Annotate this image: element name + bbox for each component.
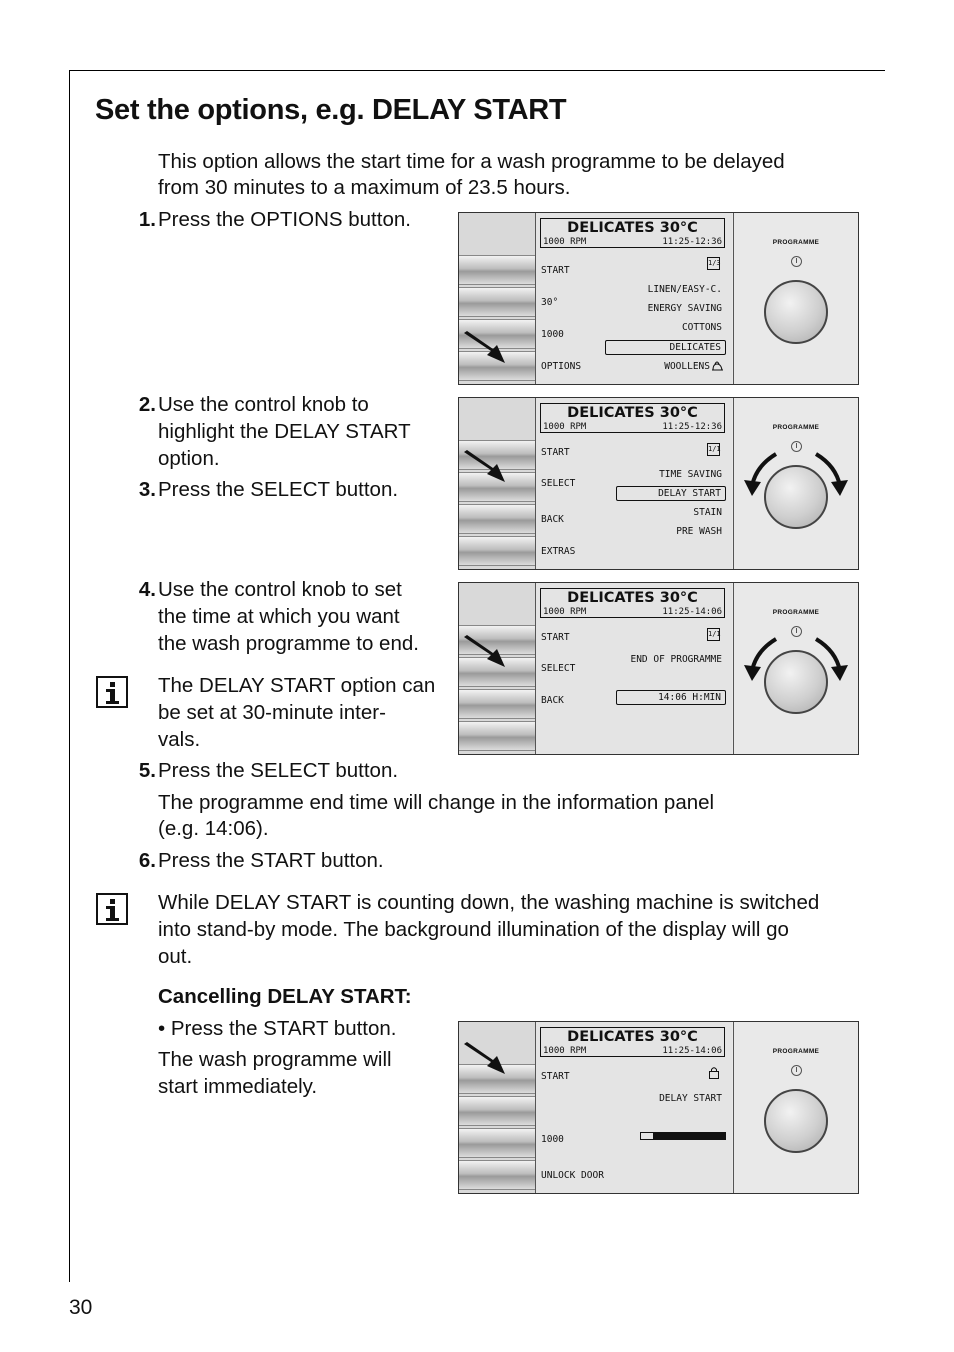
status-text: DELAY START [659, 1093, 722, 1104]
lcd-header [540, 403, 725, 433]
step-number: 4. [138, 578, 156, 601]
step-number: 2. [138, 393, 156, 416]
left-rule [69, 70, 70, 1282]
lcd-left-label: BACK [541, 695, 564, 706]
programme-label: PROGRAMME [772, 609, 820, 616]
menu-item: END OF PROGRAMME [630, 654, 722, 665]
step-number: 1. [138, 208, 156, 231]
intro-line-1: This option allows the start time for a wash programme to be delayed [158, 150, 785, 173]
lcd-left-label: START [541, 1071, 570, 1082]
wool-icon [711, 360, 724, 372]
lcd-left-label: BACK [541, 514, 564, 525]
progress-bar [640, 1132, 726, 1140]
unlock-door-button[interactable] [459, 1160, 535, 1190]
lcd-left-label: SELECT [541, 478, 576, 489]
lcd-left-label: OPTIONS [541, 361, 582, 372]
back-button[interactable] [459, 504, 535, 534]
rpm-value: 1000 RPM [543, 237, 587, 247]
step-2-line-3: option. [158, 447, 220, 470]
rotate-arrows-icon [734, 398, 859, 570]
cancel-heading: Cancelling DELAY START: [158, 985, 412, 1008]
menu-item: WOOLLENS [664, 361, 710, 372]
lcd-header [540, 218, 725, 248]
cancel-line-1: The wash programme will [158, 1048, 392, 1071]
button-column [459, 1022, 536, 1193]
programme-title: DELICATES 30°C [567, 590, 698, 606]
step-number: 3. [138, 478, 156, 501]
page-title: Set the options, e.g. DELAY START [95, 94, 567, 126]
programme-title: DELICATES 30°C [567, 1029, 698, 1045]
info-icon [96, 676, 128, 708]
lcd-left-label: START [541, 447, 570, 458]
step-5-text: Press the SELECT button. [158, 759, 399, 782]
menu-item: STAIN [693, 507, 722, 518]
lcd-left-label: 30° [541, 297, 559, 308]
unused-button[interactable] [459, 721, 535, 751]
after-5-line-2: (e.g. 14:06). [158, 817, 269, 840]
menu-item: TIME SAVING [659, 469, 722, 480]
lcd-left-label: 1000 [541, 329, 564, 340]
extras-button[interactable] [459, 536, 535, 566]
lcd-screen [536, 213, 732, 384]
lcd-left-label: EXTRAS [541, 546, 576, 557]
pointer-arrow-icon [461, 448, 509, 488]
note-2-line-3: out. [158, 945, 193, 968]
note-2-line-2: into stand-by mode. The background illumination of the display will go [158, 918, 789, 941]
step-4-line-3: the wash programme to end. [158, 632, 419, 655]
page-indicator-icon: 1/1 [707, 443, 720, 456]
back-button[interactable] [459, 689, 535, 719]
rpm-value: 1000 RPM [543, 1046, 587, 1056]
display-panel-options [458, 212, 859, 385]
programme-knob[interactable] [764, 280, 828, 344]
step-2-line-1: Use the control knob to [158, 393, 369, 416]
step-4-line-1: Use the control knob to set [158, 578, 402, 601]
cancel-line-2: start immediately. [158, 1075, 318, 1098]
programme-knob[interactable] [764, 1089, 828, 1153]
rotate-arrows-icon [734, 583, 859, 755]
note-1-line-3: vals. [158, 728, 201, 751]
menu-item: ENERGY SAVING [647, 303, 722, 314]
programme-label: PROGRAMME [772, 1048, 820, 1055]
progress-fill [653, 1133, 725, 1139]
knob-area [733, 1022, 858, 1193]
top-rule [69, 70, 885, 71]
intro-line-2: from 30 minutes to a maximum of 23.5 hours. [158, 176, 571, 199]
lcd-header [540, 1027, 725, 1057]
button-column [459, 583, 536, 754]
step-3-text: Press the SELECT button. [158, 478, 399, 501]
info-icon [96, 893, 128, 925]
rpm-value: 1000 RPM [543, 422, 587, 432]
menu-item-selected: DELAY START [616, 486, 726, 501]
display-panel-extras [458, 397, 859, 570]
lcd-left-label: START [541, 265, 570, 276]
step-number: 5. [138, 759, 156, 782]
lcd-screen [536, 583, 732, 754]
pointer-arrow-icon [461, 633, 509, 673]
time-range: 11:25-14:06 [662, 1046, 722, 1056]
programme-label: PROGRAMME [772, 424, 820, 431]
lcd-screen [536, 1022, 732, 1193]
unused-button[interactable] [459, 1096, 535, 1126]
step-number: 6. [138, 849, 156, 872]
programme-title: DELICATES 30°C [567, 220, 698, 236]
pointer-arrow-icon [461, 329, 509, 369]
rpm-value: 1000 RPM [543, 607, 587, 617]
button-column [459, 213, 536, 384]
knob-area [733, 583, 858, 754]
step-6-text: Press the START button. [158, 849, 384, 872]
lcd-left-label: UNLOCK DOOR [541, 1170, 604, 1181]
pointer-arrow-icon [461, 1040, 509, 1080]
lcd-header [540, 588, 725, 618]
start-button[interactable] [459, 255, 535, 285]
programme-title: DELICATES 30°C [567, 405, 698, 421]
page-number: 30 [69, 1296, 93, 1319]
power-indicator-icon [791, 256, 802, 267]
temp-button[interactable] [459, 287, 535, 317]
page-indicator-icon: 1/1 [707, 628, 720, 641]
knob-area [733, 398, 858, 569]
time-range: 11:25-14:06 [662, 607, 722, 617]
menu-item: PRE WASH [676, 526, 722, 537]
knob-area [733, 213, 858, 384]
time-range: 11:25-12:36 [662, 237, 722, 247]
end-time-field: 14:06 H:MIN [616, 690, 726, 705]
note-1-line-1: The DELAY START option can [158, 674, 436, 697]
menu-item-selected: DELICATES [605, 340, 726, 355]
lcd-left-label: START [541, 632, 570, 643]
menu-item: COTTONS [681, 322, 722, 333]
step-1-text: Press the OPTIONS button. [158, 208, 411, 231]
step-2-line-2: highlight the DELAY START [158, 420, 411, 443]
note-1-line-2: be set at 30-minute inter- [158, 701, 386, 724]
after-5-line-1: The programme end time will change in the information panel [158, 791, 715, 814]
lock-icon [708, 1066, 720, 1079]
lcd-screen [536, 398, 732, 569]
note-2-line-1: While DELAY START is counting down, the washing machine is switched [158, 891, 820, 914]
spin-button[interactable] [459, 1128, 535, 1158]
button-column [459, 398, 536, 569]
cancel-bullet: • Press the START button. [158, 1017, 397, 1040]
menu-item: LINEN/EASY-C. [647, 284, 722, 295]
display-panel-cancel [458, 1021, 859, 1194]
display-panel-end-time [458, 582, 859, 755]
step-4-line-2: the time at which you want [158, 605, 400, 628]
time-range: 11:25-12:36 [662, 422, 722, 432]
power-indicator-icon [791, 1065, 802, 1076]
lcd-left-label: 1000 [541, 1134, 564, 1145]
lcd-left-label: SELECT [541, 663, 576, 674]
page-indicator-icon: 1/3 [707, 257, 720, 270]
programme-label: PROGRAMME [772, 239, 820, 246]
